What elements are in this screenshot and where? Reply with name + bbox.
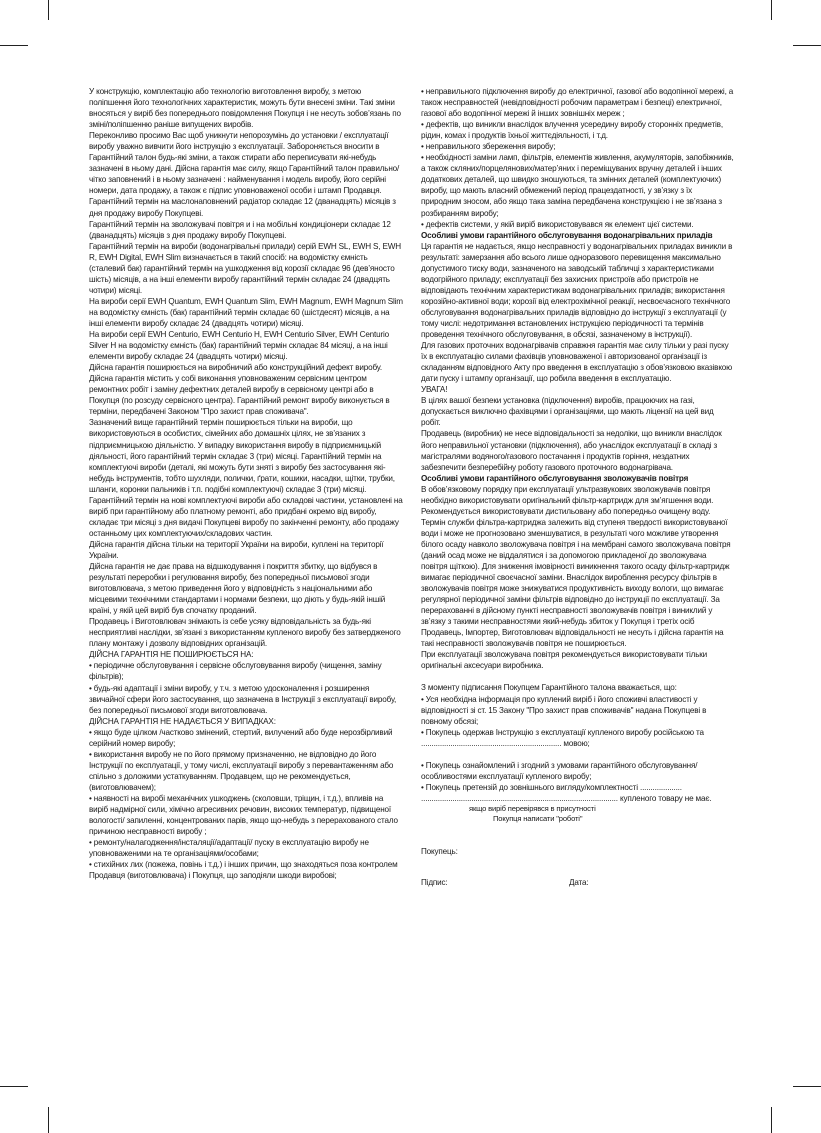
paragraph: На вироби серії EWH Centurio, EWH Centurio H, EWH Centurio Silver, EWH Centurio Silver H на водомістку ємність (бак) гарантійний термін складає 84 місяці, а на інші елементи виробу складає 24 (двадцять чотири) місяці.	[89, 330, 390, 362]
footnote: Покупця написати "роботі"	[493, 813, 583, 823]
list-item: • неправильного підключення виробу до електричної, газової або водопінної мережі, а також несправностей (невідповідності робочим параметрам і безпеці) електричної, газової або водопінної мережі й інших зовнішніх мереж ;	[421, 87, 734, 119]
crop-mark	[771, 0, 772, 20]
paragraph: У конструкцію, комплектацію або технологію виготовлення виробу, з метою поліпшення його технологічних характеристик, можуть бути внесені зміни. Такі зміни вносяться у виріб без попереднього повідомлення Покупця і не несуть зобов’язань по зміні/поліпшенню раніше випущених виробів.	[89, 87, 401, 130]
warning-label: УВАГА!	[421, 385, 448, 395]
paragraph: Для газових проточних водонагрівачів справжня гарантія має силу тільки у разі пуску їх в експлуатацію силами фахівців уповноваженої і авторизованої організації із складанням відповідного Акту про введення в експлуатацію з обов’язковою вказівкою дати пуску і штампу організації, що робила введення в експлуатацію.	[421, 341, 733, 384]
paragraph: Продавець і Виготовлювач знімають із себе усяку відповідальність за будь-які несприятливі наслідки, зв’язані з використанням купленого виробу без затвердженого плану монтажу і дозволу відповідних організацій.	[89, 617, 401, 649]
crop-mark	[48, 0, 49, 20]
paragraph: Гарантійний термін на вироби (водонагрівальні прилади) серій EWH SL, EWH S, EWH R, EWH Digital, EWH Slim визначається в такий спосіб: на водомістку ємність (сталевий бак) гарантійний термін на ушкодження від корозії складає 96 (дев’яносто шість) місяців, а на інші елементи виробу гарантійний термін складає 24 (двадцять чотири) місяці.	[89, 241, 401, 295]
list-item: • будь-які адаптації і зміни виробу, у т.ч. з метою удосконалення і розширення звичайної сфери його застосування, що зазначена в Інструкції з експлуатації виробу, без попередньої письмової згоди виготовлювача.	[89, 683, 397, 715]
signature-field: Підпис:	[421, 878, 448, 887]
paragraph: При експлуатації зволожувача повітря рекомендується використовувати тільки оригінальні аксесуари виробника.	[421, 650, 708, 671]
paragraph: Зазначений вище гарантійний термін поширюється тільки на вироби, що використовуються в особистих, сімейних або домашніх цілях, не зв’язаних з підприємницькою діяльністю. У випадку використання виробу в підприємницькій діяльності, його гарантійний термін складає 3 (три) місяці. Гарантійний термін на комплектуючі вироби (деталі, які можуть бути зняті з виробу без застосування які-небудь інструментів, тобто шухляди, полички, ґрати, кошики, насадки, щітки, трубки, шланги, коронки пальників і т.п. подібні комплектуючі) складає 3 (три) місяці.	[89, 418, 395, 494]
list-item: • дефектів системи, у якій виріб використовувався як елемент цієї системи.	[421, 219, 694, 229]
list-item: • якщо буде цілком /частково змінений, стертий, вилучений або буде нерозбірливий серійний номер виробу;	[89, 727, 393, 748]
section-caption: ДІЙСНА ГАРАНТІЯ НЕ ПОШИРЮЄТЬСЯ НА:	[89, 650, 254, 660]
paragraph: Дійсна гарантія поширюється на виробничий або конструкційний дефект виробу. Дійсна гарантія містить у собі виконання уповноваженим сервісним центром ремонтних робіт і заміну дефектних деталей виробу в сервісному центрі або в Покупця (по розсуду сервісного центра). Гарантійний ремонт виробу виконується в терміни, передбачені Законом "Про захист прав споживача".	[89, 363, 390, 417]
heading-water-heaters: Особливі умови гарантійного обслуговування водонагрівальних приладів	[421, 230, 713, 240]
list-item: • використання виробу не по його прямому призначенню, не відповідно до його Інструкції по експлуатації, у тому числі, експлуатації виробу з перевантаженням або спільно з доложими устаткуванням. Продавцем, що не рекомендується, (виготовлювачем);	[89, 749, 394, 792]
paragraph: Переконливо просимо Вас щоб уникнути непорозумінь до установки / експлуатації виробу уважно вивчити його інструкцію з експлуатації. Забороняється вносити в Гарантійний талон будь-які зміни, а також стирати або переписувати які-небудь зазначені в ньому дані. Дійсна гарантія має силу, якщо Гарантійний талон правильно/чітко заповнений і в ньому зазначені : найменування і модель виробу, його серійні номери, дата продажу, а також є підпис уповноваженої особи і штамп Продавця.	[89, 131, 400, 196]
left-column	[89, 86, 403, 1076]
heading-humidifiers: Особливі умови гарантійного обслуговування зволожувачів повітря	[421, 473, 689, 483]
right-column	[421, 86, 734, 1061]
paragraph: Гарантійний термін на маслонаповнений радіатор складає 12 (дванадцять) місяців з дня продажу виробу Покупцеві.	[89, 197, 396, 218]
signature-row	[421, 877, 734, 888]
paragraph: Гарантійний термін на нові комплектуючі вироби або складові частини, установлені на виріб при гарантійному або платному ремонті, або придбані окремо від виробу, складає три місяці з дня видачі Покупцеві виробу по закінченні ремонту, або продажу останньому цих комплектуючих/складових частин.	[89, 495, 403, 538]
date-field: Дата:	[569, 878, 589, 887]
list-item: • Покупець одержав Інструкцію з експлуатації купленого виробу російською та ................................................................... мовою;	[421, 727, 704, 748]
crop-mark	[793, 1086, 821, 1087]
paragraph: В обов’язковому порядку при експлуатації ультразвукових зволожувачів повітря необхідно використовувати оригінальний фільтр-картридж для зм’ягшення води. Рекомендується використовувати дистильовану або попередньо очищену воду. Термін служби фільтра-картриджа залежить від ступеня твердості використовуваної води і може не прогнозовано зменшуватися, в результаті чого можливе утворення білого осаду навколо зволожувача повітря і на мембрані самого зволожувача повітря (даний осад може не віддалятися і за допомогою прикладеної до зволожувача повітря щіткою). Для зниження імовірності виникнення такого осаду фільтр-картридж вимагає періодичної своєчасної заміни. Внаслідок вироблення ресурсу фільтрів в зволожувачів повітря може знижуватися продуктивність виходу вологи, що вимагає регулярної періодичної заміни фільтрів відповідно до інструкції по експлуатації. За перерахованні в дійсному пункті несправності зволожувачів повітря і виниклий у зв’язку з такими несправностями який-небудь збиток у Покупця і третіх осіб Продавець, Імпортер, Виготовлювач відповідальності не несуть і дійсна гарантія на такі несправності зволожувачів повітря не поширюється.	[421, 484, 731, 649]
paragraph: На вироби серії EWH Quantum, EWH Quantum Slim, EWH Magnum, EWH Magnum Slim на водомістку ємність (бак) гарантійний термін складає 60 (шістдесят) місяців, а на інші елементи виробу складає 24 (двадцять чотири) місяці.	[89, 296, 403, 328]
paragraph: Ця гарантія не надається, якщо несправності у водонагрівальних приладах виникли в результаті: замерзання або всього лише одноразового перевищення максимально допустимого тиску води, зазначеного на заводській табличці з характеристиками водогрійного приладу; експлуатації без захисних пристроїв або пристроїв не відповідають технічним характеристикам водонагрівальних приладів; використання корозійно-активної води; корозії від електрохімічної реакції, несвоєчасного технічного обслуговування водонагрівальних приладів відповідно до інструкції з експлуатації (у тому числі: недотримання встановлених інструкцією періодичності та термінів проведення технічного обслуговування, в обсязі, зазначеному в інструкції).	[421, 241, 733, 340]
list-item: • необхідності заміни ламп, фільтрів, елементів живлення, акумуляторів, запобіжників, а також скляних/порцелянових/матер’яних і переміщуваних вручну деталей і інших додаткових деталей, що швидко зношуються, та змінних деталей (комплектуючих) виробу, що мають власний обмежений період працездатності, у зв’язку з їх природним зносом, або якщо така заміна передбачена конструкцією і не зв’язана з розбиранням виробу;	[421, 153, 734, 218]
list-item: • ремонту/налагодження/інсталяції/адаптації/ пуску в експлуатацію виробу не уповноваженими на те організаціями/особами;	[89, 838, 369, 859]
buyer-field: Покупець:	[421, 846, 458, 856]
paragraph: В цілях вашої безпеки установка (підключення) виробів, працюючих на газі, допускається виключно фахівцями і організаціями, що мають ліцензії на цей вид робіт.	[421, 396, 714, 428]
crop-mark	[48, 1107, 49, 1133]
list-item: • наявності на виробі механічних ушкоджень (сколовши, тріщин, і т.д.), впливів на виріб надмірної сили, хімічно агресивних речовин, високих температур, підвищеної вологості/ запиленні, концентрованих парів, якщо що-небудь з перерахованого стало причиною несправності виробу ;	[89, 794, 398, 837]
crop-mark	[0, 45, 28, 46]
dotted-line: .............................................................................................. купленого товару не має.	[421, 793, 712, 803]
list-item: • Покупець ознайомлений і згодний з умовами гарантійного обслуговування/особливостями експлуатації купленого виробу;	[421, 760, 698, 781]
paragraph: Дійсна гарантія дійсна тільки на території України на вироби, куплені на території України.	[89, 539, 384, 560]
paragraph: Дійсна гарантія не дає права на відшкодування і покриття збитку, що відбувся в результаті переробки і регулювання виробу, без попередньої письмової згоди виготовлювача, з метою приведення його у відповідність з національними або місцевими технічними стандартами і нормами безпеки, що діють у будь-якій іншій країні, у якій цей виріб був спочатку проданий.	[89, 562, 386, 616]
list-item: • неправильного збереження виробу;	[421, 142, 556, 152]
list-item: • Покупець претензій до зовнішнього вигляду/комплектності ....................	[421, 782, 682, 792]
footnote: якщо виріб перевірявся в присутності	[469, 803, 596, 813]
crop-mark	[0, 1086, 28, 1087]
list-item: • стихійних лих (пожежа, повінь і т.д.) і інших причин, що знаходяться поза контролем Продавця (виготовлювача) і Покупця, що заподіяли шкоди виробові;	[89, 860, 398, 881]
section-caption: ДІЙСНА ГАРАНТІЯ НЕ НАДАЄТЬСЯ У ВИПАДКАХ:	[89, 716, 276, 726]
paragraph: Продавець (виробник) не несе відповідальності за недоліки, що виникли внаслідок його неправильної установки (підключення), або унаслідок експлуатації в складі з магістралями водяного/газового постачання і продуктів горіння, нездатних забезпечити безперебійну роботу газового проточного водонагрівача.	[421, 429, 722, 472]
paragraph: З моменту підписання Покупцем Гарантійного талона вважається, що:	[421, 683, 677, 693]
list-item: • Уся необхідна інформація про куплений виріб і його споживчі властивості у відповідності зі ст. 15 Закону "Про захист прав споживачів" надана Покупцеві в повному обсязі;	[421, 694, 707, 726]
paragraph: Гарантійний термін на зволожувачі повітря и і на мобільні кондиціонери складає 12 (дванадцять) місяців з дня продажу виробу Покупцеві.	[89, 219, 391, 240]
list-item: • періодичне обслуговування і сервісне обслуговування виробу (чищення, заміну фільтрів);	[89, 661, 382, 682]
crop-mark	[793, 45, 821, 46]
crop-mark	[771, 1107, 772, 1133]
list-item: • дефектів, що виникли внаслідок влучення усередину виробу сторонніх предметів, рідин, комах і продуктів їхньої життєдіяльності, і т.д.	[421, 120, 723, 141]
